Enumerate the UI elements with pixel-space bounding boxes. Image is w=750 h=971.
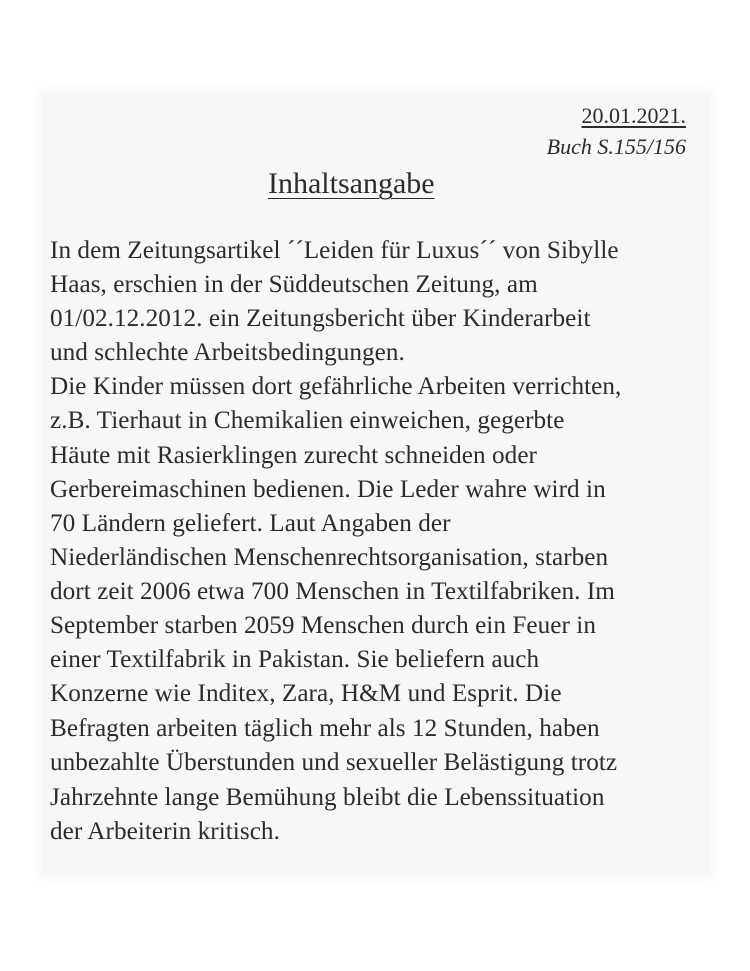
text-line: unbezahlte Überstunden und sexueller Belästigung trotz — [50, 749, 618, 776]
date-line: 20.01.2021. — [581, 103, 686, 128]
text-line: dort zeit 2006 etwa 700 Menschen in Textilfabriken. Im — [50, 578, 615, 605]
text-line: September starben 2059 Menschen durch ein Feuer in — [50, 612, 596, 639]
text-line: In dem Zeitungsartikel ´´Leiden für Luxus´´ von Sibylle — [50, 237, 619, 264]
book-reference: Buch S.155/156 — [546, 134, 686, 159]
text-line: Konzerne wie Inditex, Zara, H&M und Esprit. Die — [50, 680, 562, 707]
text-line: 01/02.12.2012. ein Zeitungsbericht über Kinderarbeit — [50, 305, 591, 332]
text-line: Gerbereimaschinen bedienen. Die Leder wahre wird in — [50, 476, 606, 503]
text-line: Häute mit Rasierklingen zurecht schneiden oder — [50, 442, 537, 469]
text-line: Haas, erschien in der Süddeutschen Zeitung, am — [50, 271, 538, 298]
text-line: und schlechte Arbeitsbedingungen. — [50, 339, 405, 366]
text-line: Die Kinder müssen dort gefährliche Arbeiten verrichten, — [50, 373, 622, 400]
text-line: z.B. Tierhaut in Chemikalien einweichen, gegerbte — [50, 407, 565, 434]
text-line: 70 Ländern geliefert. Laut Angaben der — [50, 510, 451, 537]
page-title: Inhaltsangabe — [268, 167, 435, 200]
text-line: Befragten arbeiten täglich mehr als 12 Stunden, haben — [50, 715, 600, 742]
text-line: der Arbeiterin kritisch. — [50, 818, 280, 845]
text-line: Jahrzehnte lange Bemühung bleibt die Lebenssituation — [50, 784, 605, 811]
text-line: einer Textilfabrik in Pakistan. Sie beliefern auch — [50, 646, 540, 673]
text-line: Niederländischen Menschenrechtsorganisation, starben — [50, 544, 609, 571]
